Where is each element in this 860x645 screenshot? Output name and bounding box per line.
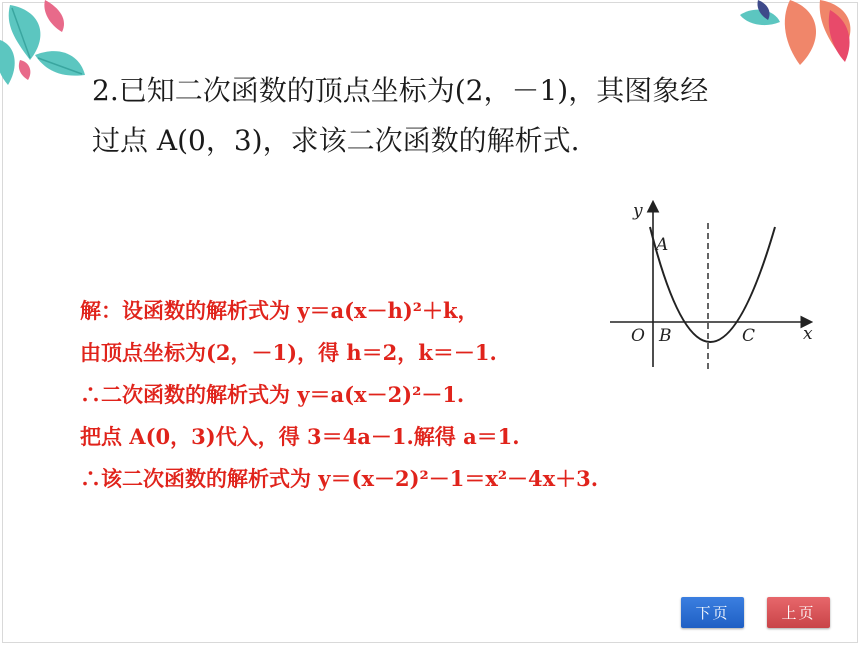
point-b-label: B — [659, 326, 672, 346]
point-c-label: C — [742, 326, 756, 346]
question-line-1: 2.已知二次函数的顶点坐标为(2，－1)，其图象经 — [92, 74, 709, 107]
point-a-label: A — [656, 235, 669, 255]
origin-label: O — [631, 326, 645, 346]
previous-page-button[interactable]: 上页 — [767, 597, 830, 628]
leaf-decoration-right — [730, 0, 860, 70]
solution-text — [80, 290, 780, 500]
solution-line: 把点 A(0，3)代入，得 3＝4a－1.解得 a＝1. — [80, 424, 520, 449]
x-axis-label: x — [803, 324, 813, 344]
question-text — [92, 66, 792, 166]
solution-line: 由顶点坐标为(2，－1)，得 h＝2，k＝－1. — [80, 340, 497, 365]
solution-line: ∴该二次函数的解析式为 y＝(x－2)²－1＝x²－4x＋3. — [80, 466, 599, 491]
solution-line: 解：设函数的解析式为 y＝a(x－h)²＋k， — [80, 298, 479, 323]
y-axis-label: y — [633, 201, 643, 221]
solution-line: ∴二次函数的解析式为 y＝a(x－2)²－1. — [80, 382, 465, 407]
question-line-2: 过点 A(0，3)，求该二次函数的解析式. — [92, 124, 580, 157]
next-page-button[interactable]: 下页 — [681, 597, 744, 628]
